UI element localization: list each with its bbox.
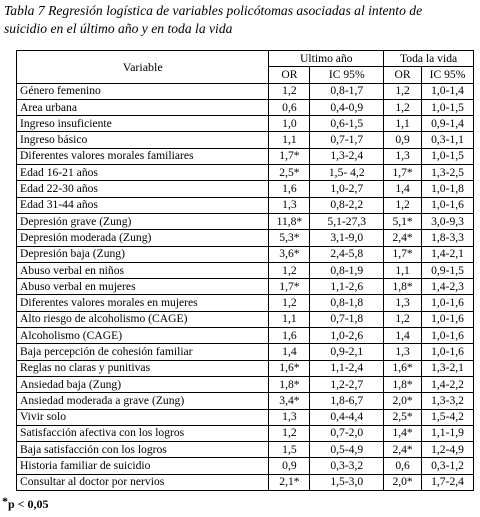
cell-ci-last-year: 0,4-4,4: [310, 409, 384, 425]
cell-or-last-year: 2,1*: [269, 474, 310, 490]
table-row: [17, 393, 474, 409]
table-row: [17, 148, 474, 164]
cell-ci-lifetime: 1,4-2,1: [422, 246, 474, 262]
table-row: [17, 360, 474, 376]
cell-or-lifetime: 1,2: [384, 83, 422, 99]
cell-or-last-year: 1,5: [269, 442, 310, 458]
cell-or-last-year: 1,7*: [269, 279, 310, 295]
cell-ci-lifetime: 1,0-1,5: [422, 99, 474, 115]
cell-or-last-year: 1,6: [269, 328, 310, 344]
cell-ci-last-year: 0,7-1,7: [310, 132, 384, 148]
cell-variable: Género femenino: [17, 83, 269, 99]
cell-ci-last-year: 0,9-2,1: [310, 344, 384, 360]
cell-ci-lifetime: 1,8-3,3: [422, 230, 474, 246]
table-row: [17, 116, 474, 132]
cell-or-lifetime: 1,7*: [384, 165, 422, 181]
cell-or-lifetime: 2,0*: [384, 393, 422, 409]
cell-or-last-year: 1,2: [269, 262, 310, 278]
cell-ci-last-year: 0,8-1,7: [310, 83, 384, 99]
cell-or-last-year: 1,1: [269, 132, 310, 148]
cell-ci-last-year: 1,5-3,0: [310, 474, 384, 490]
cell-variable: Diferentes valores morales familiares: [17, 148, 269, 164]
cell-or-last-year: 1,6*: [269, 360, 310, 376]
cell-or-lifetime: 1,3: [384, 295, 422, 311]
cell-ci-lifetime: 1,4-2,3: [422, 279, 474, 295]
cell-or-lifetime: 2,4*: [384, 230, 422, 246]
cell-variable: Abuso verbal en niños: [17, 262, 269, 278]
cell-ci-last-year: 0,5-4,9: [310, 442, 384, 458]
caption-line-1: Tabla 7 Regresión logística de variables policótomas asociadas al intento de: [4, 3, 423, 18]
cell-variable: Ingreso insuficiente: [17, 116, 269, 132]
cell-variable: Diferentes valores morales en mujeres: [17, 295, 269, 311]
cell-or-lifetime: 1,2: [384, 311, 422, 327]
cell-or-lifetime: 1,4: [384, 328, 422, 344]
cell-variable: Ansiedad baja (Zung): [17, 376, 269, 392]
table-caption: [4, 2, 476, 38]
table-row: [17, 474, 474, 490]
cell-or-last-year: 1,3: [269, 409, 310, 425]
cell-ci-lifetime: 0,3-1,1: [422, 132, 474, 148]
cell-variable: Ansiedad moderada a grave (Zung): [17, 393, 269, 409]
table-row: [17, 132, 474, 148]
group-header-last-year: Ultimo año: [269, 51, 384, 67]
cell-ci-lifetime: 1,0-1,5: [422, 148, 474, 164]
cell-or-last-year: 1,7*: [269, 148, 310, 164]
cell-ci-lifetime: 1,0-1,6: [422, 311, 474, 327]
cell-or-lifetime: 1,2: [384, 197, 422, 213]
footnote-star: *: [2, 494, 8, 508]
cell-ci-last-year: 0,8-1,9: [310, 262, 384, 278]
cell-ci-lifetime: 1,1-1,9: [422, 425, 474, 441]
cell-variable: Ingreso básico: [17, 132, 269, 148]
cell-ci-lifetime: 1,5-4,2: [422, 409, 474, 425]
cell-variable: Edad 31-44 años: [17, 197, 269, 213]
cell-ci-lifetime: 1,3-2,1: [422, 360, 474, 376]
cell-or-lifetime: 1,2: [384, 99, 422, 115]
cell-ci-lifetime: 3,0-9,3: [422, 213, 474, 229]
cell-or-last-year: 0,6: [269, 99, 310, 115]
cell-ci-last-year: 0,7-1,8: [310, 311, 384, 327]
cell-or-last-year: 1,1: [269, 311, 310, 327]
cell-or-last-year: 1,2: [269, 83, 310, 99]
cell-variable: Satisfacción afectiva con los logros: [17, 425, 269, 441]
cell-or-lifetime: 1,7*: [384, 246, 422, 262]
table-row: [17, 295, 474, 311]
cell-or-lifetime: 1,8*: [384, 279, 422, 295]
group-header-lifetime: Toda la vida: [384, 51, 474, 67]
cell-ci-last-year: 1,1-2,6: [310, 279, 384, 295]
cell-or-lifetime: 0,6: [384, 458, 422, 474]
cell-ci-last-year: 0,3-3,2: [310, 458, 384, 474]
cell-or-last-year: 1,3: [269, 197, 310, 213]
cell-or-lifetime: 1,4: [384, 181, 422, 197]
table-row: [17, 311, 474, 327]
subheader-or-lifetime: OR: [384, 67, 422, 83]
subheader-or-last-year: OR: [269, 67, 310, 83]
cell-variable: Abuso verbal en mujeres: [17, 279, 269, 295]
cell-ci-last-year: 0,4-0,9: [310, 99, 384, 115]
cell-variable: Depresión grave (Zung): [17, 213, 269, 229]
cell-ci-lifetime: 1,0-1,6: [422, 328, 474, 344]
cell-ci-last-year: 1,3-2,4: [310, 148, 384, 164]
cell-ci-lifetime: 1,0-1,6: [422, 295, 474, 311]
cell-variable: Edad 22-30 años: [17, 181, 269, 197]
caption-line-2: suicidio en el último año y en toda la vida: [4, 21, 233, 36]
table-group-header-row: [17, 51, 474, 67]
cell-ci-lifetime: 1,7-2,4: [422, 474, 474, 490]
cell-or-last-year: 1,6: [269, 181, 310, 197]
cell-ci-last-year: 1,2-2,7: [310, 376, 384, 392]
cell-or-last-year: 2,5*: [269, 165, 310, 181]
table-row: [17, 83, 474, 99]
table-row: [17, 262, 474, 278]
cell-ci-lifetime: 1,4-2,2: [422, 376, 474, 392]
cell-or-last-year: 11,8*: [269, 213, 310, 229]
cell-ci-last-year: 1,5- 4,2: [310, 165, 384, 181]
cell-or-last-year: 1,2: [269, 295, 310, 311]
cell-or-lifetime: 1,4*: [384, 425, 422, 441]
cell-ci-last-year: 0,8-1,8: [310, 295, 384, 311]
cell-or-last-year: 1,8*: [269, 376, 310, 392]
cell-ci-lifetime: 1,3-3,2: [422, 393, 474, 409]
cell-or-lifetime: 1,6*: [384, 360, 422, 376]
cell-or-last-year: 1,2: [269, 425, 310, 441]
cell-or-lifetime: 1,3: [384, 344, 422, 360]
table-row: [17, 279, 474, 295]
cell-ci-lifetime: 1,0-1,6: [422, 197, 474, 213]
table-row: [17, 442, 474, 458]
table-row: [17, 458, 474, 474]
cell-or-lifetime: 1,1: [384, 262, 422, 278]
cell-ci-lifetime: 0,3-1,2: [422, 458, 474, 474]
table-row: [17, 165, 474, 181]
table-row: [17, 99, 474, 115]
cell-or-lifetime: 1,8*: [384, 376, 422, 392]
table-row: [17, 181, 474, 197]
table-row: [17, 328, 474, 344]
table-body: [17, 83, 474, 490]
footnote: [2, 494, 49, 512]
cell-ci-last-year: 2,4-5,8: [310, 246, 384, 262]
regression-table: [16, 50, 474, 491]
cell-ci-last-year: 0,8-2,2: [310, 197, 384, 213]
cell-or-lifetime: 2,0*: [384, 474, 422, 490]
cell-ci-last-year: 1,1-2,4: [310, 360, 384, 376]
cell-or-last-year: 5,3*: [269, 230, 310, 246]
table-row: [17, 425, 474, 441]
cell-ci-last-year: 0,6-1,5: [310, 116, 384, 132]
cell-or-lifetime: 1,1: [384, 116, 422, 132]
variable-column-header: Variable: [17, 51, 269, 84]
cell-variable: Reglas no claras y punitivas: [17, 360, 269, 376]
cell-variable: Alto riesgo de alcoholismo (CAGE): [17, 311, 269, 327]
footnote-text: p < 0,05: [8, 497, 49, 511]
cell-ci-lifetime: 1,0-1,4: [422, 83, 474, 99]
table-row: [17, 409, 474, 425]
cell-ci-last-year: 5,1-27,3: [310, 213, 384, 229]
cell-ci-lifetime: 1,0-1,6: [422, 344, 474, 360]
cell-or-last-year: 3,6*: [269, 246, 310, 262]
cell-variable: Area urbana: [17, 99, 269, 115]
cell-variable: Consultar al doctor por nervios: [17, 474, 269, 490]
cell-or-last-year: 1,0: [269, 116, 310, 132]
cell-ci-lifetime: 0,9-1,4: [422, 116, 474, 132]
cell-ci-last-year: 3,1-9,0: [310, 230, 384, 246]
cell-or-lifetime: 0,9: [384, 132, 422, 148]
cell-variable: Baja percepción de cohesión familiar: [17, 344, 269, 360]
cell-variable: Depresión moderada (Zung): [17, 230, 269, 246]
cell-or-lifetime: 1,3: [384, 148, 422, 164]
cell-or-lifetime: 2,5*: [384, 409, 422, 425]
cell-or-lifetime: 2,4*: [384, 442, 422, 458]
table-row: [17, 213, 474, 229]
cell-variable: Vivir solo: [17, 409, 269, 425]
cell-ci-lifetime: 1,3-2,5: [422, 165, 474, 181]
subheader-ci-last-year: IC 95%: [310, 67, 384, 83]
subheader-ci-lifetime: IC 95%: [422, 67, 474, 83]
table-row: [17, 376, 474, 392]
table-row: [17, 230, 474, 246]
table-row: [17, 246, 474, 262]
cell-ci-lifetime: 1,2-4,9: [422, 442, 474, 458]
cell-or-last-year: 0,9: [269, 458, 310, 474]
cell-variable: Edad 16-21 años: [17, 165, 269, 181]
cell-variable: Depresión baja (Zung): [17, 246, 269, 262]
cell-ci-last-year: 1,0-2,6: [310, 328, 384, 344]
cell-ci-last-year: 1,8-6,7: [310, 393, 384, 409]
cell-or-lifetime: 5,1*: [384, 213, 422, 229]
cell-or-last-year: 1,4: [269, 344, 310, 360]
cell-ci-lifetime: 0,9-1,5: [422, 262, 474, 278]
cell-variable: Baja satisfacción con los logros: [17, 442, 269, 458]
cell-variable: Historia familiar de suicidio: [17, 458, 269, 474]
cell-variable: Alcoholismo (CAGE): [17, 328, 269, 344]
cell-or-last-year: 3,4*: [269, 393, 310, 409]
cell-ci-last-year: 0,7-2,0: [310, 425, 384, 441]
cell-ci-last-year: 1,0-2,7: [310, 181, 384, 197]
cell-ci-lifetime: 1,0-1,8: [422, 181, 474, 197]
table-row: [17, 344, 474, 360]
table-row: [17, 197, 474, 213]
